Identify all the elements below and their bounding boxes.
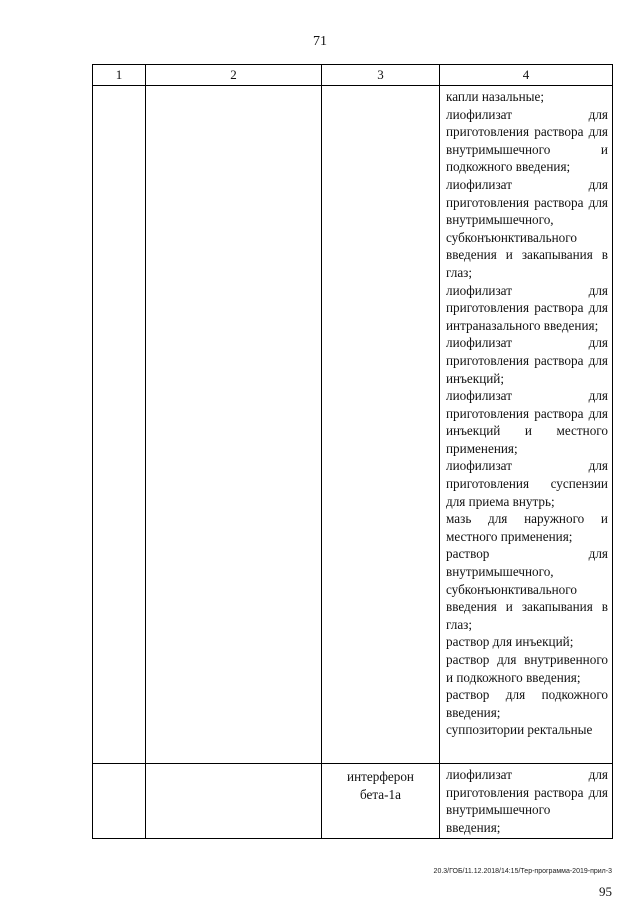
table-header-row [93, 65, 613, 86]
dosage-forms-cell [440, 764, 613, 839]
footer-document-code: 20.3/ГОБ/11.12.2018/14:15/Тер-программа-2019-прил-3 [433, 868, 612, 875]
cell-col-1 [93, 86, 146, 764]
dosage-form-item: мазь для наружного и местного применения; [446, 511, 608, 544]
header-col-4: 4 [440, 65, 613, 86]
table-row [93, 764, 613, 839]
dosage-form-item: раствор для внутривенного и подкожного введения; [446, 652, 608, 685]
dosage-form-item: лиофилизат для приготовления раствора для внутримышечного и подкожного введения; [446, 106, 608, 175]
drug-table [92, 64, 613, 839]
cell-col-2 [146, 86, 322, 764]
cell-col-3 [322, 86, 440, 764]
dosage-form-item: капли назальные; [446, 89, 544, 104]
cell-col-1 [93, 764, 146, 839]
dosage-form-item: раствор для внутримышечного, субконъюнктивального введения и закапывания в глаз; [446, 546, 608, 632]
header-col-2: 2 [146, 65, 322, 86]
drug-name-line: бета-1a [359, 786, 401, 802]
dosage-form-item: суппозитории ректальные [446, 722, 593, 738]
dosage-form-item: лиофилизат для приготовления раствора для инъекций и местного применения; [446, 388, 608, 456]
dosage-form-item: лиофилизат для приготовления раствора для внутримышечного, субконъюнктивального введения и закапывания в глаз; [446, 176, 608, 280]
dosage-form-item: раствор для инъекций; [446, 634, 574, 650]
dosage-form-item: лиофилизат для приготовления раствора для внутримышечного введения; [446, 767, 608, 835]
dosage-form-item: лиофилизат для приготовления раствора для инъекций; [446, 335, 608, 386]
header-col-1: 1 [93, 65, 146, 86]
drug-name-cell [322, 764, 440, 839]
dosage-forms-cell [440, 86, 613, 764]
cell-col-2 [146, 764, 322, 839]
page-number-top: 71 [313, 34, 327, 49]
drug-name-line: интерферон [347, 769, 414, 784]
page-number-bottom: 95 [599, 884, 612, 899]
header-col-3: 3 [322, 65, 440, 86]
dosage-form-item: раствор для подкожного введения; [446, 687, 608, 720]
dosage-form-item: лиофилизат для приготовления суспензии для приема внутрь; [446, 458, 608, 509]
table-row [93, 86, 613, 764]
dosage-form-item: лиофилизат для приготовления раствора для интраназального введения; [446, 282, 608, 333]
